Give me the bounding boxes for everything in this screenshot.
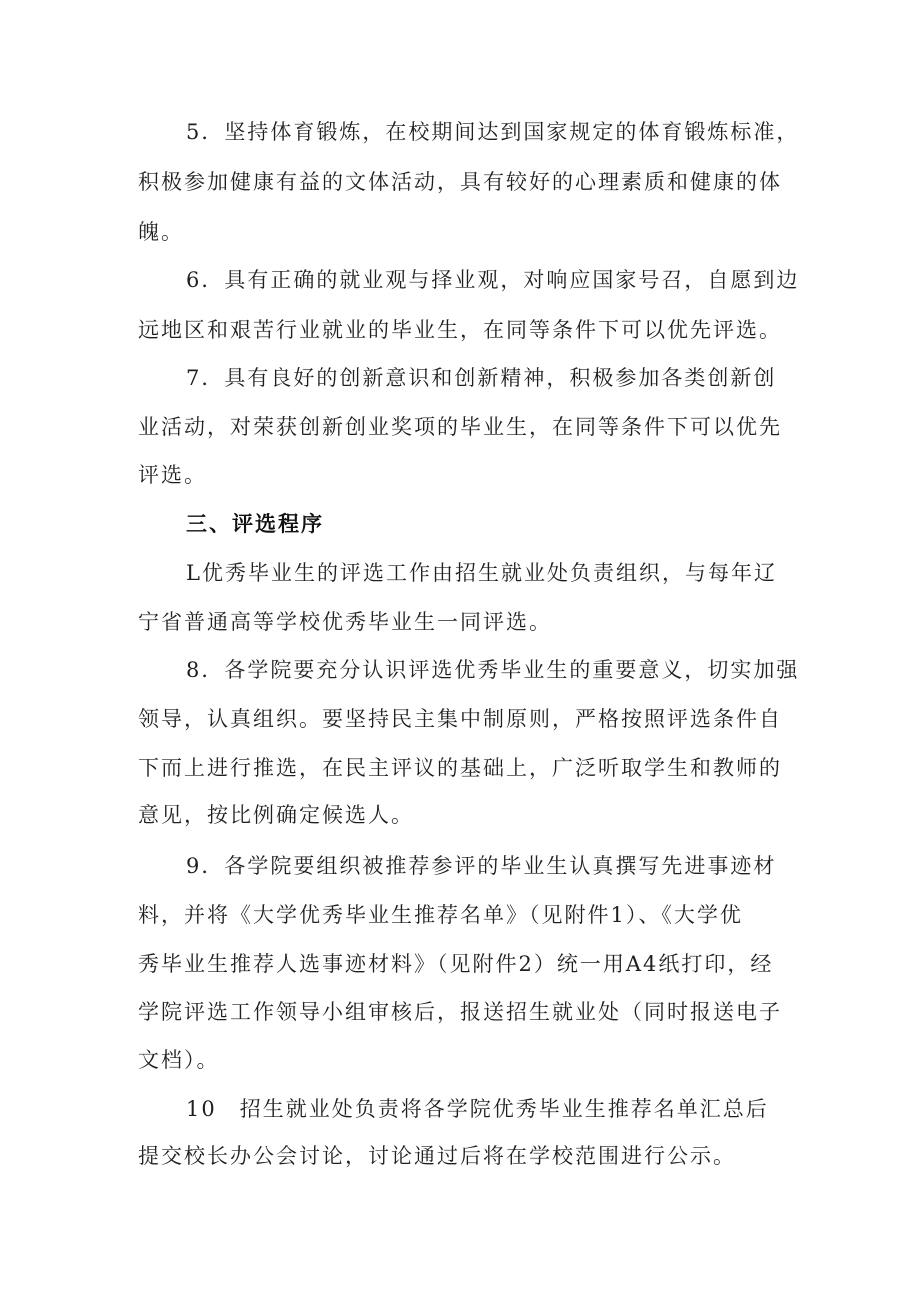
step-8-line-2: 领导，认真组织。要坚持民主集中制原则，严格按照评选条件自 [138, 707, 782, 731]
step-10-line-2: 提交校长办公会讨论，讨论通过后将在学校范围进行公示。 [138, 1144, 736, 1168]
item-5-line-1: 5．坚持体育锻炼，在校期间达到国家规定的体育锻炼标准， [186, 120, 800, 144]
step-l-line-2: 宁省普通高等学校优秀毕业生一同评选。 [138, 610, 552, 634]
step-9-line-4: 学院评选工作领导小组审核后，报送招生就业处（同时报送电子 [138, 1000, 782, 1024]
item-5-line-3: 魄。 [138, 220, 184, 244]
step-10-line-1: 10 招生就业处负责将各学院优秀毕业生推荐名单汇总后 [186, 1097, 769, 1121]
item-7-line-3: 评选。 [138, 463, 207, 487]
item-7-line-2: 业活动，对荣获创新创业奖项的毕业生，在同等条件下可以优先 [138, 415, 782, 439]
step-9-line-2: 料，并将《大学优秀毕业生推荐名单》（见附件1）、《大学优 [138, 903, 743, 927]
item-7-line-1: 7．具有良好的创新意识和创新精神，积极参加各类创新创 [186, 366, 777, 390]
step-9-line-3: 秀毕业生推荐人选事迹材料》（见附件2）统一用A4纸打印，经 [138, 952, 774, 976]
step-8-line-3: 下而上进行推选，在民主评议的基础上，广泛听取学生和教师的 [138, 756, 782, 780]
item-6-line-2: 远地区和艰苦行业就业的毕业生，在同等条件下可以优先评选。 [138, 318, 782, 342]
item-5-line-2: 积极参加健康有益的文体活动，具有较好的心理素质和健康的体 [138, 170, 782, 194]
step-l-line-1: L优秀毕业生的评选工作由招生就业处负责组织，与每年辽 [186, 561, 777, 585]
section-heading: 三、评选程序 [186, 512, 324, 536]
step-8-line-1: 8．各学院要充分认识评选优秀毕业生的重要意义，切实加强 [186, 658, 800, 682]
step-9-line-1: 9．各学院要组织被推荐参评的毕业生认真撰写先进事迹材 [186, 854, 777, 878]
step-8-line-4: 意见，按比例确定候选人。 [138, 803, 414, 827]
step-9-line-5: 文档）。 [138, 1048, 220, 1072]
item-6-line-1: 6．具有正确的就业观与择业观，对响应国家号召，自愿到边 [186, 268, 800, 292]
